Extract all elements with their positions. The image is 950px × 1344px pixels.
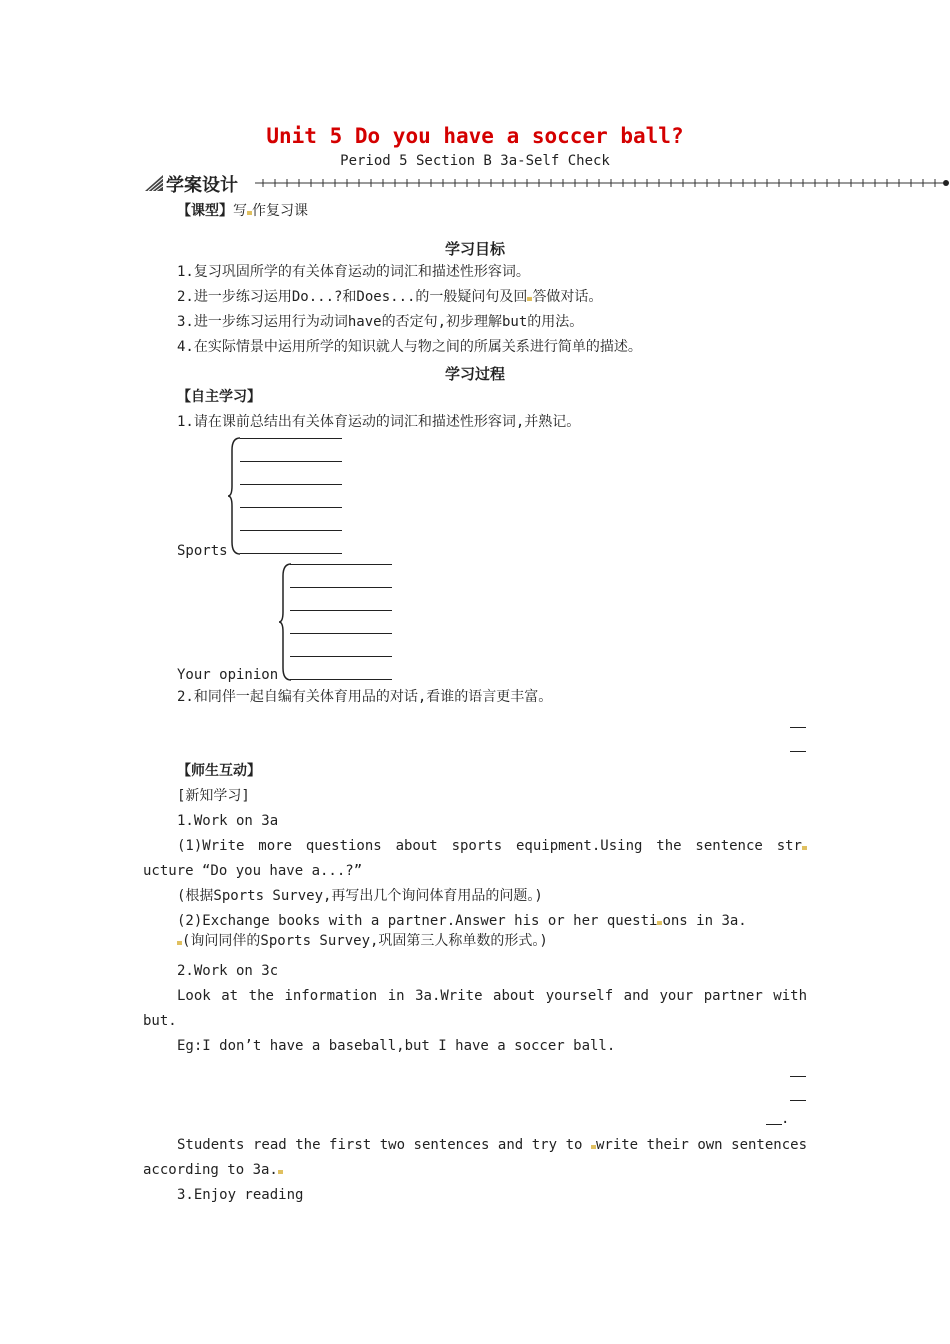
section-banner [143,172,945,194]
page-title: Unit 5 Do you have a soccer ball? [266,124,684,148]
goals-heading: 学习目标 [444,240,505,258]
answer-blank[interactable] [790,1076,806,1077]
answer-period: . [781,1111,790,1127]
highlight-mark [802,846,807,850]
students-line2 [143,1161,283,1179]
highlight-mark [278,1170,283,1174]
question-2-note [177,932,548,950]
page-subtitle: Period 5 Section B 3a-Self Check [340,153,610,169]
banner-triangle-icon [143,173,165,193]
process-heading: 学习过程 [444,365,505,383]
students-line2-text: according to 3a. [143,1162,278,1178]
goal-item: 4.在实际情景中运用所学的知识就人与物之间的所属关系进行简单的描述。 [177,339,642,355]
opinion-blank[interactable] [290,633,392,634]
sports-blank[interactable] [240,484,342,485]
question-1-line1 [177,837,807,855]
look-line1: Look at the information in 3a.Write about yourself and your partner with [177,988,807,1004]
sports-blank[interactable] [240,553,342,554]
lesson-type [177,202,308,220]
opinion-blank[interactable] [290,587,392,588]
opinion-blank[interactable] [290,610,392,611]
answer-blank[interactable] [790,1100,806,1101]
opinion-brace-icon [279,562,293,682]
question-1-text: (1)Write more questions about sports equipment.Using the sentence str [177,838,802,854]
sports-blank[interactable] [240,507,342,508]
interaction-label: 【师生互动】 [177,763,261,779]
sports-blank[interactable] [240,461,342,462]
goal-item-text-b: 答做对话。 [532,289,603,305]
lesson-type-value-b: 作复习课 [252,203,308,219]
sports-blank[interactable] [240,438,342,439]
banner-dotted-rule [253,177,950,189]
self-study-task1: 1.请在课前总结出有关体育运动的词汇和描述性形容词,并熟记。 [177,414,581,430]
goal-item-text-a: 2.进一步练习运用Do...?和Does...的一般疑问句及回 [177,289,528,305]
new-knowledge-label: [新知学习] [177,788,250,804]
opinion-blank[interactable] [290,564,392,565]
banner-label: 学案设计 [166,175,238,196]
goal-item: 1.复习巩固所学的有关体育运动的词汇和描述性形容词。 [177,264,530,280]
answer-blank[interactable] [766,1124,782,1125]
question-2-line1 [177,912,747,930]
question-2-note-text: (询问同伴的Sports Survey,巩固第三人称单数的形式。) [182,933,548,949]
look-line2: but. [143,1013,177,1029]
self-study-task2: 2.和同伴一起自编有关体育用品的对话,看谁的语言更丰富。 [177,689,553,705]
goal-item: 3.进一步练习运用行为动词have的否定句,初步理解but的用法。 [177,314,584,330]
students-line1 [177,1136,807,1154]
students-text-b: write their own sentences [595,1137,808,1153]
sports-label: Sports [177,543,228,559]
example-sentence: Eg:I don’t have a baseball,but I have a soccer ball. [177,1038,616,1054]
goal-item [177,288,602,306]
lesson-type-label: 【课型】 [177,203,233,219]
lesson-type-value-a: 写 [233,203,247,219]
answer-blank[interactable] [790,751,806,752]
work-3c-heading: 2.Work on 3c [177,963,279,979]
question-2-text-b: ons in 3a. [662,913,747,929]
work-3a-heading: 1.Work on 3a [177,813,279,829]
enjoy-reading-heading: 3.Enjoy reading [177,1187,304,1203]
sports-blank[interactable] [240,530,342,531]
opinion-blank[interactable] [290,679,392,680]
question-1-note: (根据Sports Survey,再写出几个询问体育用品的问题。) [177,888,543,904]
self-study-label: 【自主学习】 [177,389,261,405]
answer-blank[interactable] [790,727,806,728]
question-1-line2: ucture “Do you have a...?” [143,863,363,879]
question-2-text-a: (2)Exchange books with a partner.Answer his or her questi [177,913,658,929]
opinion-blank[interactable] [290,656,392,657]
students-text-a: Students read the first two sentences and try to [177,1137,591,1153]
opinion-label: Your opinion [177,667,279,683]
sports-brace-icon [228,436,242,556]
